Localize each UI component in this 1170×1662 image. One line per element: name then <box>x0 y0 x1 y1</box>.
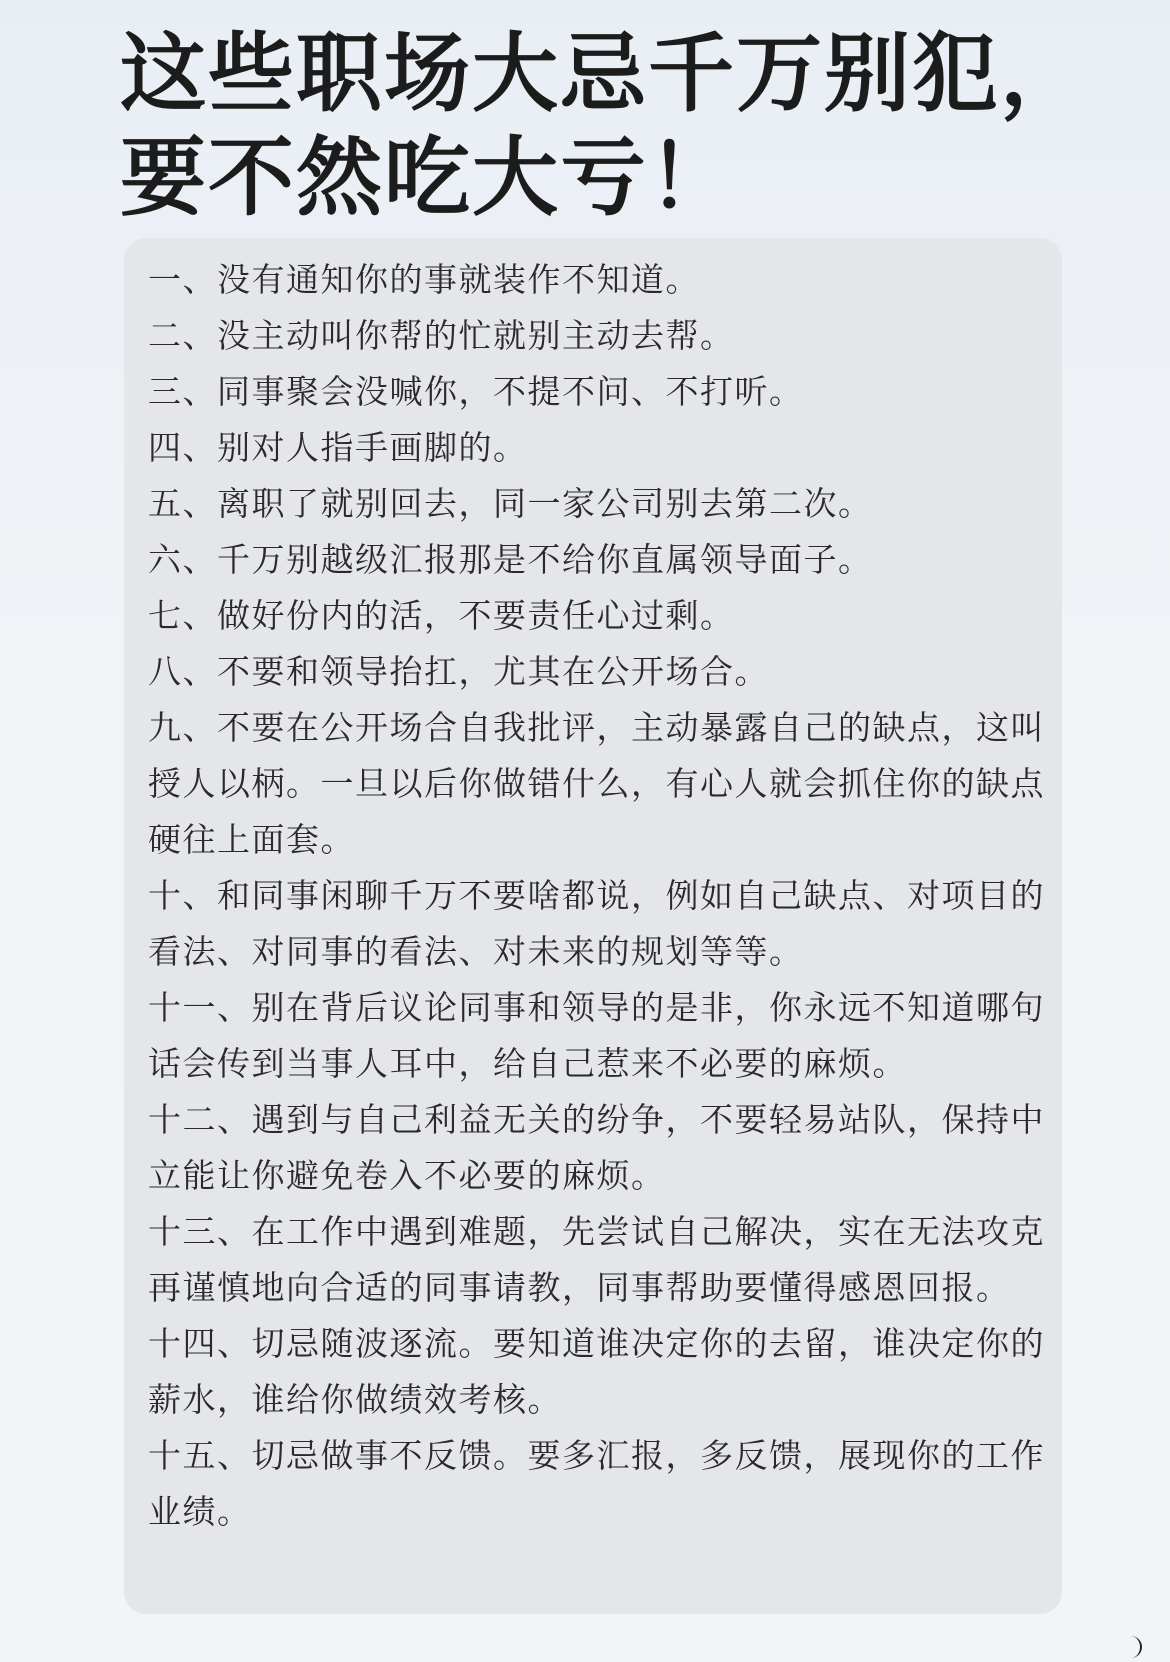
rules-list <box>148 252 1048 1540</box>
list-item: 五、离职了就别回去，同一家公司别去第二次。 <box>148 484 873 523</box>
list-item: 三、同事聚会没喊你，不提不问、不打听。 <box>148 372 804 411</box>
list-item: 十二、遇到与自己利益无关的纷争，不要轻易站队，保持中立能让你避免卷入不必要的麻烦。 <box>148 1100 1045 1195</box>
list-item: 十一、别在背后议论同事和领导的是非，你永远不知道哪句话会传到当事人耳中，给自己惹来不必要的麻烦。 <box>148 988 1045 1083</box>
list-item: 十、和同事闲聊千万不要啥都说，例如自己缺点、对项目的看法、对同事的看法、对未来的规划等等。 <box>148 876 1045 971</box>
list-item: 八、不要和领导抬扛，尤其在公开场合。 <box>148 652 769 691</box>
list-item: 六、千万别越级汇报那是不给你直属领导面子。 <box>148 540 873 579</box>
list-item: 二、没主动叫你帮的忙就别主动去帮。 <box>148 316 735 355</box>
list-item: 四、别对人指手画脚的。 <box>148 428 528 467</box>
list-item: 十五、切忌做事不反馈。要多汇报，多反馈，展现你的工作业绩。 <box>148 1436 1045 1531</box>
list-item: 十三、在工作中遇到难题，先尝试自己解决，实在无法攻克再谨慎地向合适的同事请教，同事帮助要懂得感恩回报。 <box>148 1212 1045 1307</box>
list-item: 一、没有通知你的事就装作不知道。 <box>148 260 700 299</box>
title-line-2: 要不然吃大亏！ <box>120 128 736 228</box>
page-title <box>120 22 1088 230</box>
list-item: 九、不要在公开场合自我批评，主动暴露自己的缺点，这叫授人以柄。一旦以后你做错什么，有心人就会抓住你的缺点硬往上面套。 <box>148 708 1045 859</box>
list-item: 十四、切忌随波逐流。要知道谁决定你的去留，谁决定你的薪水，谁给你做绩效考核。 <box>148 1324 1045 1419</box>
title-line-1: 这些职场大忌千万别犯， <box>120 24 1088 124</box>
list-item: 七、做好份内的活，不要责任心过剩。 <box>148 596 735 635</box>
bracket-icon <box>1120 1636 1142 1658</box>
